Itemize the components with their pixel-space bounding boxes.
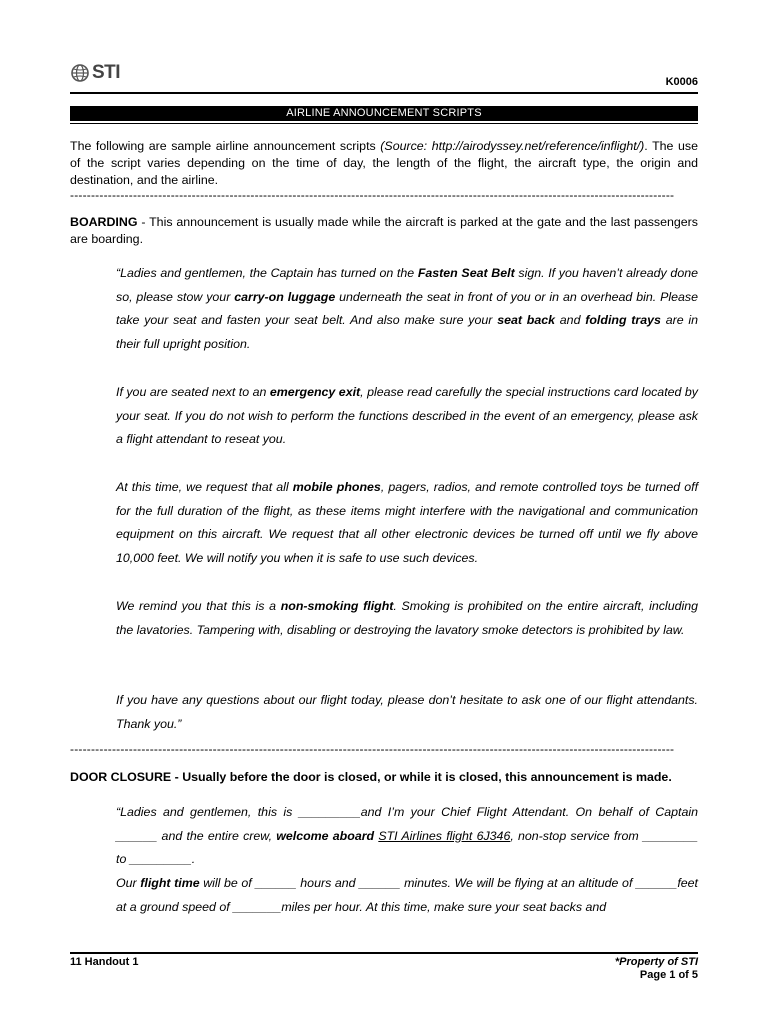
boarding-paragraph-5: If you have any questions about our flight today, please don’t hesitate to ask one of our flight attendants. Thank you.” — [116, 693, 698, 731]
door-closure-paragraph-1: “Ladies and gentlemen, this is _________and I’m your Chief Flight Attendant. On behalf of Captain ______ and the entire crew, welcome aboard STI Airlines flight 6J346, non-stop service from ________ to _________. — [116, 805, 699, 867]
boarding-title: BOARDING — [70, 215, 138, 229]
page-number: Page 1 of 5 — [639, 969, 698, 981]
header-rule — [70, 92, 698, 94]
document-title: AIRLINE ANNOUNCEMENT SCRIPTS — [70, 106, 698, 121]
globe-icon — [70, 63, 90, 83]
boarding-description: - This announcement is usually made while the aircraft is parked at the gate and the last passengers are boarding. — [70, 215, 698, 246]
boarding-paragraph-3: At this time, we request that all mobile phones, pagers, radios, and remote controlled toys be turned off for the full duration of the flight, as these items might interfere with the navigational and communication equipment on this aircraft. We request that all other electronic devices be turned off until we fly above 10,000 feet. We will notify you when it is safe to use such devices. — [116, 480, 699, 565]
door-closure-paragraph-2: Our flight time will be of ______ hours and ______ minutes. We will be flying at an altitude of ______feet at a ground speed of _______miles per hour. At this time, make sure your seat backs and — [116, 876, 698, 914]
title-underline — [70, 123, 698, 124]
footer-handout: 11 Handout 1 — [70, 956, 139, 968]
intro-paragraph — [70, 138, 698, 189]
boarding-heading — [70, 214, 698, 248]
sti-logo — [70, 62, 120, 84]
boarding-paragraph-2: If you are seated next to an emergency exit, please read carefully the special instructions card located by your seat. If you do not wish to perform the functions described in the event of an emergency, please ask a flight attendant to reseat you. — [116, 385, 698, 447]
intro-source: (Source: http://airodyssey.net/reference/inflight/) — [380, 139, 645, 153]
boarding-paragraph-1: “Ladies and gentlemen, the Captain has turned on the Fasten Seat Belt sign. If you haven’t already done so, please stow your carry-on luggage underneath the seat in front of you or in an overhead bin. Please take your seat and fasten your seat belt. And also make sure your seat back and folding trays are in their full upright position. — [116, 266, 699, 351]
separator-line: ------------------------------------------------------------------------------------------------------------------------------------------------ — [70, 744, 675, 754]
logo-text: STI — [92, 62, 121, 83]
separator-line: ------------------------------------------------------------------------------------------------------------------------------------------------ — [70, 190, 675, 200]
door-closure-title: DOOR CLOSURE — [70, 770, 172, 784]
footer-right — [615, 956, 698, 982]
boarding-paragraph-4: We remind you that this is a non-smoking flight. Smoking is prohibited on the entire aircraft, including the lavatories. Tampering with, disabling or destroying the lavatory smoke detectors is prohibited by law. — [116, 599, 699, 637]
footer-rule — [70, 952, 698, 954]
door-closure-description: - Usually before the door is closed, or while it is closed, this announcement is made. — [171, 770, 672, 784]
intro-rest: . The use of the script varies depending on the time of day, the length of the flight, the aircraft type, the origin and destination, and the airline. — [70, 139, 698, 187]
door-closure-heading — [70, 769, 698, 786]
document-code: K0006 — [665, 76, 698, 88]
intro-lead: The following are sample airline announcement scripts — [70, 139, 381, 153]
property-notice: *Property of STI — [614, 956, 698, 968]
